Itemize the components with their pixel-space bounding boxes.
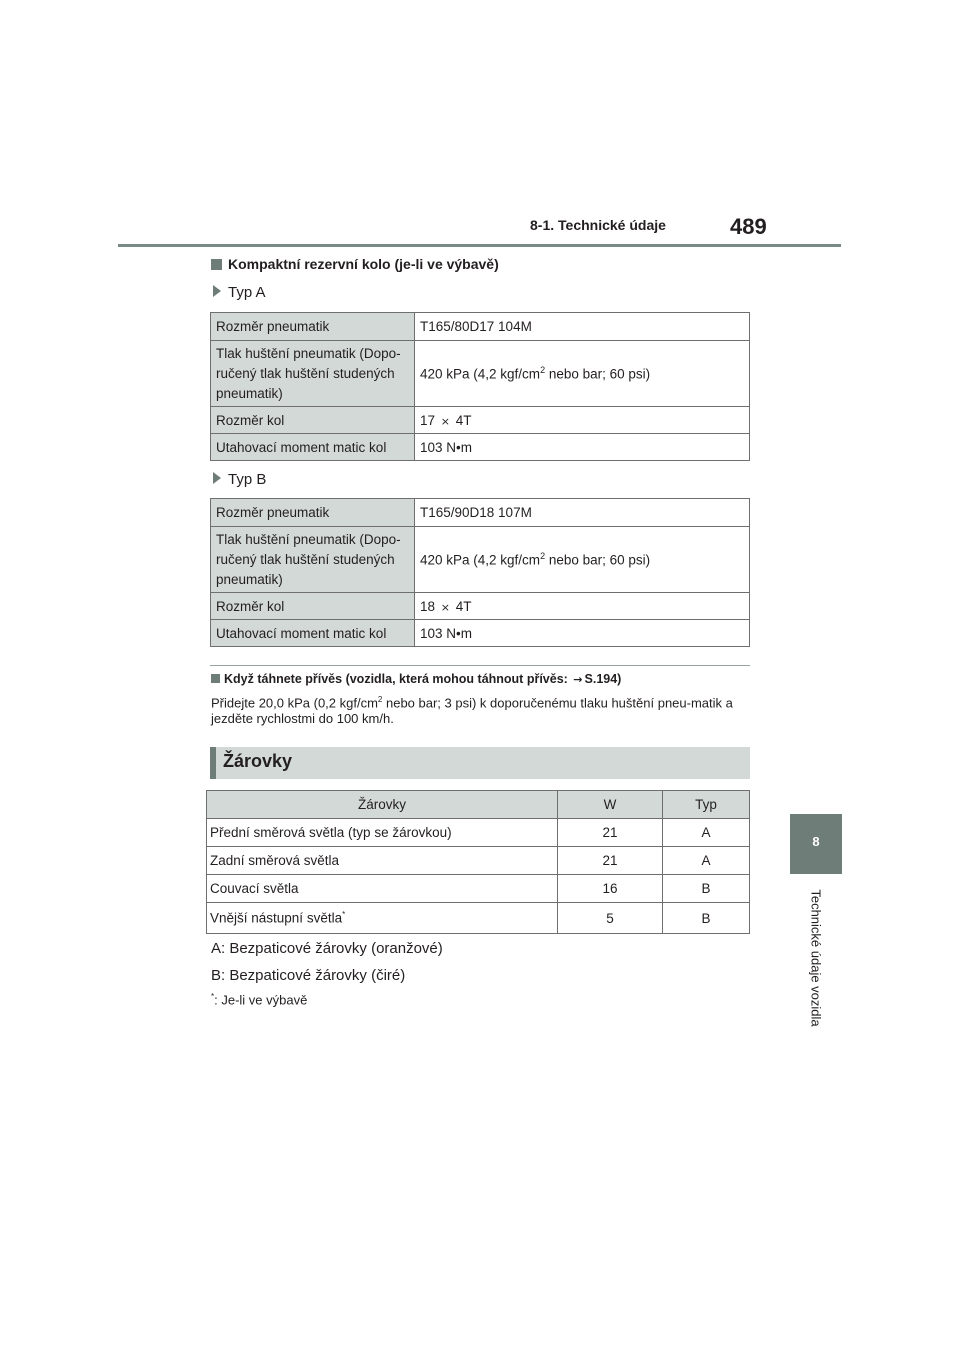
table-value-cell [415, 593, 750, 620]
paragraph-text: nebo bar; 3 psi) k doporučenému tlaku huštění pneu-matik a jezděte rychlostmi do 100 km/h. [211, 695, 733, 727]
type-b-label [213, 471, 266, 488]
bulb-type-cell: A [663, 819, 750, 847]
header-rule [118, 244, 841, 247]
table-label-cell: Rozměr pneumatik [211, 499, 415, 527]
bulb-type-cell: B [663, 903, 750, 934]
compact-spare-heading [211, 256, 499, 272]
value-text: nebo bar; 60 psi) [545, 366, 651, 382]
heading-accent [210, 747, 216, 779]
superscript: 2 [377, 695, 383, 704]
table-label-cell: Utahovací moment matic kol [211, 620, 415, 647]
table-row [211, 593, 750, 620]
value-text: 4T [455, 598, 472, 614]
arrow-right-icon: → [573, 673, 583, 686]
footnote-text: : Je-li ve výbavě [214, 992, 308, 1008]
table-row [211, 499, 750, 527]
type-a-label [213, 284, 266, 301]
legend-b: B: Bezpaticové žárovky (čiré) [211, 967, 406, 984]
value-text: 17 [420, 412, 436, 428]
towing-paragraph [211, 692, 756, 727]
bulb-name-cell: Přední směrová světla (typ se žárovkou) [207, 819, 558, 847]
table-row [211, 620, 750, 647]
table-value-cell: 103 N•m [415, 620, 750, 647]
table-value-cell: T165/80D17 104M [415, 313, 750, 341]
table-row [207, 875, 750, 903]
table-label-cell: Tlak huštění pneumatik (Dopo-ručený tlak huštění studených pneumatik) [211, 341, 415, 407]
bulb-watt-cell: 21 [558, 847, 663, 875]
value-text: 4T [455, 412, 472, 428]
footnote [211, 992, 307, 1007]
towing-heading [211, 672, 621, 686]
type-a-label-text: Typ A [228, 284, 266, 301]
table-row [211, 407, 750, 434]
table-label-cell: Rozměr pneumatik [211, 313, 415, 341]
value-text: 420 kPa (4,2 kgf/cm [420, 366, 541, 382]
towing-heading-text: Když táhnete přívěs (vozidla, která mohou táhnout přívěs: [224, 672, 572, 686]
superscript: 2 [540, 551, 546, 562]
table-label-cell: Utahovací moment matic kol [211, 434, 415, 461]
footnote-marker: * [211, 992, 215, 1001]
table-row [211, 527, 750, 593]
bulb-watt-cell: 16 [558, 875, 663, 903]
table-row [207, 903, 750, 934]
triangle-bullet-icon [213, 285, 221, 297]
column-header: W [558, 791, 663, 819]
triangle-bullet-icon [213, 472, 221, 484]
table-value-cell [415, 341, 750, 407]
table-header-row [207, 791, 750, 819]
square-bullet-icon [211, 674, 220, 683]
bulb-type-cell: B [663, 875, 750, 903]
type-b-table [210, 498, 750, 647]
value-text: 18 [420, 598, 436, 614]
bulbs-table [206, 790, 750, 934]
table-label-cell: Rozměr kol [211, 407, 415, 434]
column-header: Žárovky [207, 791, 558, 819]
table-row [207, 819, 750, 847]
value-text: 420 kPa (4,2 kgf/cm [420, 552, 541, 568]
square-bullet-icon [211, 259, 222, 270]
column-header: Typ [663, 791, 750, 819]
bulb-name-cell [207, 903, 558, 934]
bulb-watt-cell: 21 [558, 819, 663, 847]
times-symbol: × [440, 414, 451, 428]
chapter-number: 8 [812, 834, 820, 849]
page-number: 489 [730, 214, 767, 239]
bulb-watt-cell: 5 [558, 903, 663, 934]
bulb-type-cell: A [663, 847, 750, 875]
times-symbol: × [440, 600, 451, 614]
section-title: 8-1. Technické údaje [530, 217, 666, 233]
bulb-name-cell: Zadní směrová světla [207, 847, 558, 875]
section-divider [210, 665, 750, 666]
table-value-cell: T165/90D18 107M [415, 499, 750, 527]
compact-spare-heading-text: Kompaktní rezervní kolo (je-li ve výbavě) [228, 256, 499, 272]
bulb-name-cell: Couvací světla [207, 875, 558, 903]
table-label-cell: Tlak huštění pneumatik (Dopo-ručený tlak huštění studených pneumatik) [211, 527, 415, 593]
paragraph-text: Přidejte 20,0 kPa (0,2 kgf/cm [211, 695, 378, 711]
table-value-cell: 103 N•m [415, 434, 750, 461]
chapter-label: Technické údaje vozidla [808, 889, 824, 1027]
type-a-table [210, 312, 750, 461]
value-text: nebo bar; 60 psi) [545, 552, 651, 568]
page-reference-link[interactable]: S.194) [584, 672, 622, 686]
table-row [211, 313, 750, 341]
table-label-cell: Rozměr kol [211, 593, 415, 620]
table-row [211, 434, 750, 461]
superscript: 2 [540, 365, 546, 376]
table-row [207, 847, 750, 875]
table-row [211, 341, 750, 407]
bulbs-heading: Žárovky [223, 751, 293, 771]
table-value-cell [415, 407, 750, 434]
footnote-marker: * [342, 910, 346, 920]
bulb-name-text: Vnější nástupní světla [210, 910, 343, 926]
table-value-cell [415, 527, 750, 593]
legend-a: A: Bezpaticové žárovky (oranžové) [211, 940, 443, 957]
type-b-label-text: Typ B [228, 471, 267, 488]
